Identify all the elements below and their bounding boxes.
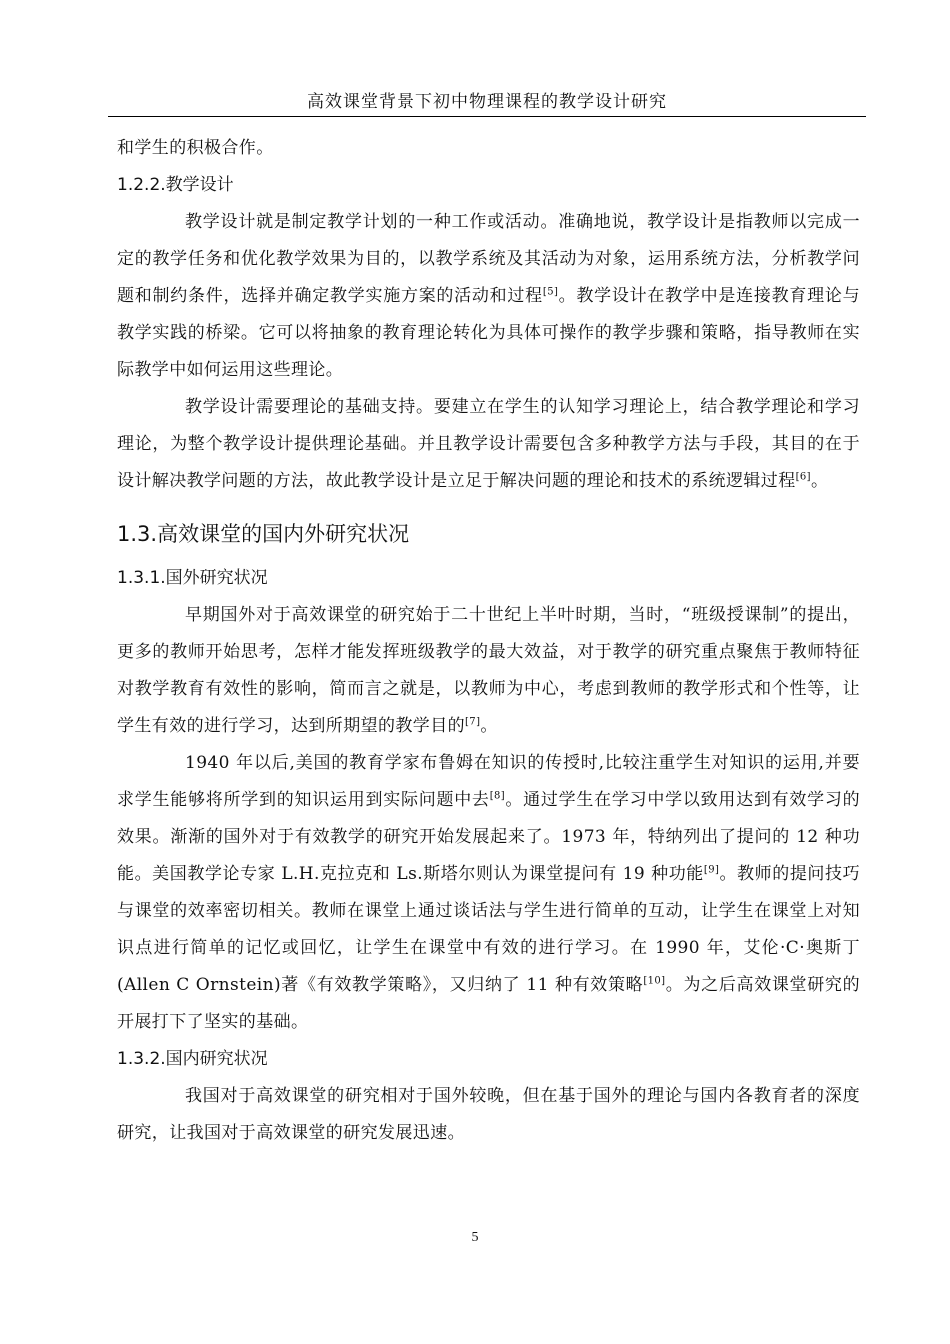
paragraph-text: 教学设计需要理论的基础支持。要建立在学生的认知学习理论上，结合教学理论和学习理论，为整个教学设计提供理论基础。并且教学设计需要包含多种教学方法与手段，其目的在于设计解决教学问题的方法，故此教学设计是立足于解决问题的理论和技术的系统逻辑过程 <box>117 397 860 491</box>
citation-ref: [5] <box>542 286 559 298</box>
paragraph-teaching-design-definition <box>117 204 860 389</box>
body-content <box>117 130 860 1152</box>
paragraph-text: 。为之后高效课堂研究的开展打下了坚实的基础。 <box>117 975 860 1032</box>
citation-ref: [6] <box>795 471 811 483</box>
paragraph-foreign-early-research <box>117 597 860 745</box>
paragraph-text: 早期国外对于高效课堂的研究始于二十世纪上半叶时期，当时，“班级授课制”的提出，更多的教师开始思考，怎样才能发挥班级教学的最大效益，对于教学的研究重点聚焦于教师特征对教学教育有效性的影响，简而言之就是，以教师为中心，考虑到教师的教学形式和个性等，让学生有效的进行学习，达到所期望的教学目的 <box>117 605 860 736</box>
citation-ref: [10] <box>643 975 666 987</box>
paragraph-text: 。通过学生在学习中学以致用达到有效学习的效果。渐渐的国外对于有效教学的研究开始发展起来了。1973 年，特纳列出了提问的 12 种功能。美国教学论专家 L.H.克拉克和 Ls.斯塔尔则认为课堂提问有 19 种功能 <box>117 790 860 884</box>
paragraph-text: 。教学设计在教学中是连接教育理论与教学实践的桥梁。它可以将抽象的教育理论转化为具体可操作的教学步骤和策略，指导教师在实际教学中如何运用这些理论。 <box>117 286 860 380</box>
section-heading-1-3-1: 1.3.1.国外研究状况 <box>117 568 268 588</box>
section-heading-1-3: 1.3.高效课堂的国内外研究状况 <box>117 522 410 546</box>
running-header: 高效课堂背景下初中物理课程的教学设计研究 <box>108 90 866 117</box>
paragraph-text: 。教师的提问技巧与课堂的效率密切相关。教师在课堂上通过谈话法与学生进行简单的互动，让学生在课堂上对知识点进行简单的记忆或回忆，让学生在课堂中有效的进行学习。在 1990 年，艾伦·C·奥斯丁(Allen C Ornstein)著《有效教学策略》，又归纳了 11 种有效策略 <box>117 864 860 995</box>
section-heading-1-2-2: 1.2.2.教学设计 <box>117 175 234 195</box>
page-number: 5 <box>471 1230 479 1245</box>
paragraph-text: 。 <box>810 471 829 491</box>
paragraph-continuation: 和学生的积极合作。 <box>117 138 274 158</box>
citation-ref: [7] <box>465 716 481 728</box>
citation-ref: [9] <box>703 864 720 876</box>
paragraph-theory-support <box>117 389 860 500</box>
section-heading-1-3-2: 1.3.2.国内研究状况 <box>117 1049 268 1069</box>
paragraph-text: 。 <box>480 716 498 736</box>
citation-ref: [8] <box>489 790 506 802</box>
paragraph-foreign-later-research <box>117 745 860 1041</box>
paragraph-text: 1940 年以后,美国的教育学家布鲁姆在知识的传授时,比较注重学生对知识的运用,并要求学生能够将所学到的知识运用到实际问题中去 <box>117 753 860 810</box>
paragraph-domestic-research: 我国对于高效课堂的研究相对于国外较晚，但在基于国外的理论与国内各教育者的深度研究，让我国对于高效课堂的研究发展迅速。 <box>117 1086 860 1143</box>
paragraph-text: 教学设计就是制定教学计划的一种工作或活动。准确地说，教学设计是指教师以完成一定的教学任务和优化教学效果为目的，以教学系统及其活动为对象，运用系统方法，分析教学问题和制约条件，选择并确定教学实施方案的活动和过程 <box>117 212 860 306</box>
